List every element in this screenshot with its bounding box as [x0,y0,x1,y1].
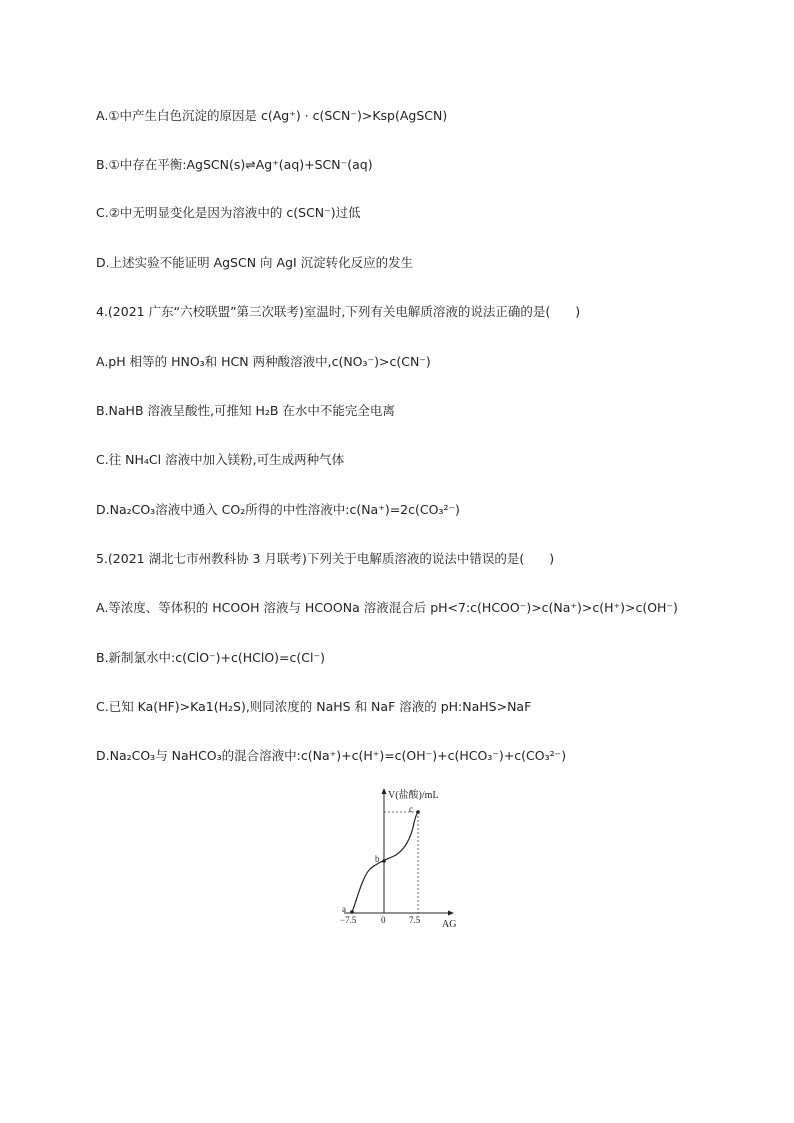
point-a-dot [350,910,354,914]
question-5-option-c: C.已知 Ka(HF)>Ka1(H₂S),则同浓度的 NaHS 和 NaF 溶液的 pH:NaHS>NaF [96,699,532,714]
titration-graph [330,785,470,935]
point-b-dot [382,859,386,863]
tick-0: 0 [381,915,386,925]
question-4-option-a: A.pH 相等的 HNO₃和 HCN 两种酸溶液中,c(NO₃⁻)>c(CN⁻) [96,354,431,369]
option-d: D.上述实验不能证明 AgSCN 向 AgI 沉淀转化反应的发生 [96,255,414,270]
option-b: B.①中存在平衡:AgSCN(s)⇌Ag⁺(aq)+SCN⁻(aq) [96,157,373,172]
point-c-label: c [409,804,413,814]
option-c: C.②中无明显变化是因为溶液中的 c(SCN⁻)过低 [96,205,361,220]
point-c-dot [416,810,420,814]
question-4-option-b: B.NaHB 溶液呈酸性,可推知 H₂B 在水中不能完全电离 [96,403,395,418]
point-a-label: a [342,904,346,914]
question-5-option-a: A.等浓度、等体积的 HCOOH 溶液与 HCOONa 溶液混合后 pH<7:c(HCOO⁻)>c(Na⁺)>c(H⁺)>c(OH⁻) [96,600,678,615]
question-4-option-d: D.Na₂CO₃溶液中通入 CO₂所得的中性溶液中:c(Na⁺)=2c(CO₃²⁻) [96,502,460,517]
question-5-stem: 5.(2021 湖北七市州教科协 3 月联考)下列关于电解质溶液的说法中错误的是( ) [96,551,555,566]
question-5-option-d: D.Na₂CO₃与 NaHCO₃的混合溶液中:c(Na⁺)+c(H⁺)=c(OH⁻)+c(HCO₃⁻)+c(CO₃²⁻) [96,748,567,763]
y-axis-label: V(盐酸)/mL [388,790,439,801]
point-b-label: b [375,854,380,864]
question-4-stem: 4.(2021 广东“六校联盟”第三次联考)室温时,下列有关电解质溶液的说法正确的是( ) [96,304,581,319]
y-axis-arrow [382,788,387,794]
tick-7-5: 7.5 [409,915,421,925]
question-5-option-b: B.新制氯水中:c(ClO⁻)+c(HClO)=c(Cl⁻) [96,650,325,665]
x-axis-label: AG [442,919,457,930]
question-4-option-c: C.往 NH₄Cl 溶液中加入镁粉,可生成两种气体 [96,452,345,467]
tick-neg-7-5: −7.5 [340,915,357,925]
x-axis-arrow [448,911,454,916]
option-a: A.①中产生白色沉淀的原因是 c(Ag⁺) · c(SCN⁻)>Ksp(AgSCN) [96,108,448,123]
